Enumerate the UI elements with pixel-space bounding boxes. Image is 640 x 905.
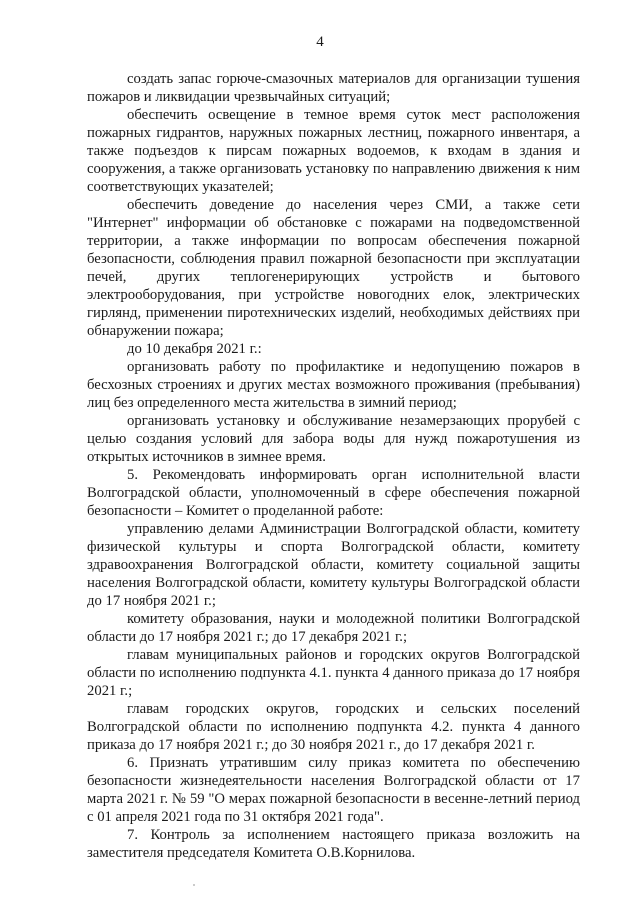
paragraph-public-info: обеспечить доведение до населения через СМИ, а также сети "Интернет" информации об обстановке с пожарами на подведомственной территории, а также информации по вопросам обеспечения пожарной безопасности, соблюдения правил пожарной безопасности при эксплуатации печей, других теплогенерирующих устройств и бытового электрооборудования, при устройстве новогодних елок, электрических гирлянд, применении пиротехнических изделий, необходимых действиях при обнаружении пожара;	[87, 197, 580, 339]
paragraph-lighting: обеспечить освещение в темное время суток мест расположения пожарных гидрантов, наружных пожарных лестниц, пожарного инвентаря, а также подъездов к пирсам пожарных водоемов, к входам в здания и сооружения, а также организовать установку по направлению движения к ним соответствующих указателей;	[87, 107, 580, 195]
paragraph-deadline-december: до 10 декабря 2021 г.:	[127, 341, 262, 357]
paragraph-education-committee: комитету образования, науки и молодежной политики Волгоградской области до 17 ноября 2021 г.; до 17 декабря 2021 г.;	[87, 611, 580, 645]
paragraph-settlement-heads: главам городских округов, городских и сельских поселений Волгоградской области по исполнению подпункта 4.2. пункта 4 данного приказа до 17 ноября 2021 г.; до 30 ноября 2021 г., до 17 декабря 2021 г.	[87, 701, 580, 753]
scan-speck	[193, 884, 195, 886]
paragraph-prevention-work: организовать работу по профилактике и недопущению пожаров в бесхозных строениях и других местах возможного проживания (пребывания) лиц без определенного места жительства в зимний период;	[87, 359, 580, 411]
page-number: 4	[316, 34, 324, 50]
paragraph-fuel-reserve: создать запас горюче-смазочных материалов для организации тушения пожаров и ликвидации чрезвычайных ситуаций;	[87, 71, 580, 105]
paragraph-ice-holes: организовать установку и обслуживание незамерзающих прорубей с целью создания условий для забора воды для нужд пожаротушения из открытых источников в зимнее время.	[87, 413, 580, 465]
document-body	[87, 70, 580, 862]
paragraph-item-6: 6. Признать утратившим силу приказ комитета по обеспечению безопасности жизнедеятельности населения Волгоградской области от 17 марта 2021 г. № 59 "О мерах пожарной безопасности в весенне-летний период с 01 апреля 2021 года по 31 октября 2021 года".	[87, 755, 580, 825]
paragraph-municipal-heads: главам муниципальных районов и городских округов Волгоградской области по исполнению подпункта 4.1. пункта 4 данного приказа до 17 ноября 2021 г.;	[87, 647, 580, 699]
paragraph-administration-committees: управлению делами Администрации Волгоградской области, комитету физической культуры и спорта Волгоградской области, комитету здравоохранения Волгоградской области, комитету социальной защиты населения Волгоградской области, комитету культуры Волгоградской области до 17 ноября 2021 г.;	[87, 521, 580, 609]
paragraph-item-7: 7. Контроль за исполнением настоящего приказа возложить на заместителя председателя Комитета О.В.Корнилова.	[87, 827, 580, 861]
paragraph-item-5: 5. Рекомендовать информировать орган исполнительной власти Волгоградской области, уполномоченный в сфере обеспечения пожарной безопасности – Комитет о проделанной работе:	[87, 467, 580, 519]
